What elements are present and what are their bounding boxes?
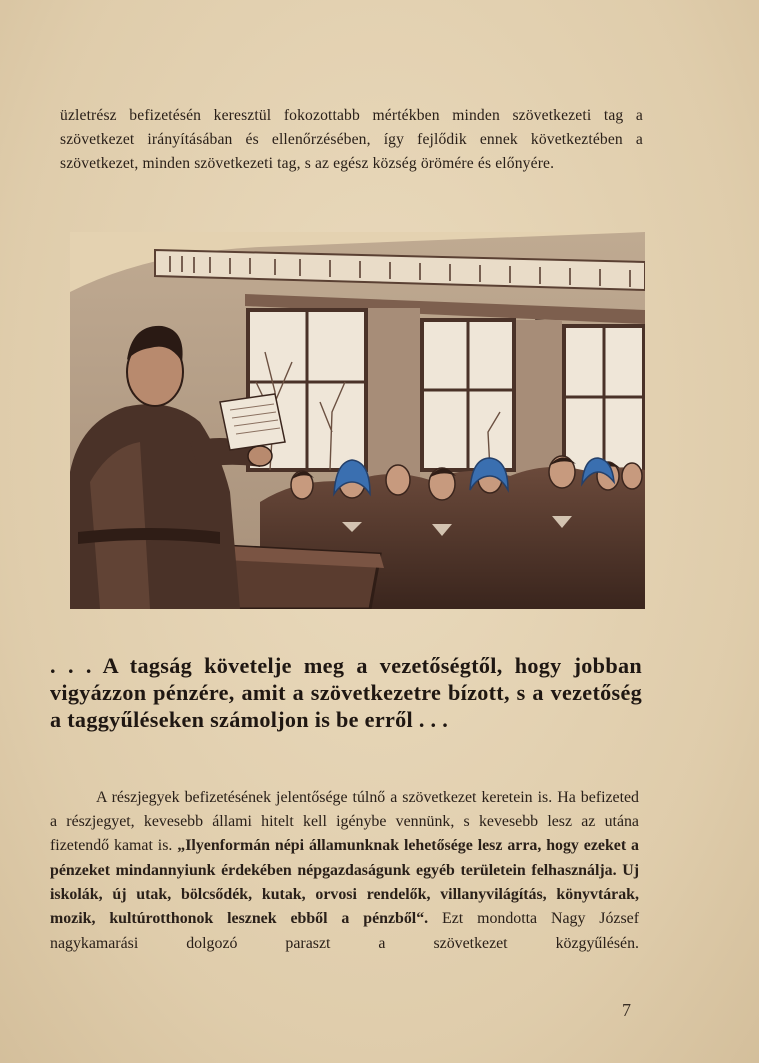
paragraph-bottom-part2: Ezt mondotta Nagy József nagykamarási dolgozó paraszt a szövetkezet közgyűlésén. [50, 910, 639, 952]
meeting-illustration [70, 232, 645, 609]
caption-headline: . . . A tagság követelje meg a vezetőségtől, hogy jobban vigyázzon pénzére, amit a szövetkezetre bízott, s a vezetőség a taggyűléseken számoljon is be erről . . . [50, 653, 642, 733]
page-number: 7 [622, 1000, 631, 1020]
paragraph-bottom [50, 786, 639, 956]
paragraph-top: üzletrész befizetésén keresztül fokozottabb mértékben minden szövetkezeti tag a szövetkezet irányításában és ellenőrzésében, így fejlődik ennek következtében a szövetkezet, minden szövetkezeti tag, s az egész község örömére és előnyére. [60, 106, 643, 172]
paragraph-bottom-quote: „Ilyenformán népi államunknak lehetősége lesz arra, hogy ezeket a pénzeket mindannyiunk érdekében népgazdaságunk egyéb területein felhasználja. Uj iskolák, új utak, bölcsődék, kutak, orvosi rendelők, villanyvilágítás, könyvtárak, mozik, kultúrotthonok lesznek ebből a pénzből“. [50, 837, 639, 928]
paragraph-bottom-part1: A részjegyek befizetésének jelentősége túlnő a szövetkezet keretein is. Ha befizeted a részjegyet, kevesebb állami hitelt kell igénybe vennünk, s kevesebb lesz az utána fizetendő kamat is. [50, 788, 639, 855]
